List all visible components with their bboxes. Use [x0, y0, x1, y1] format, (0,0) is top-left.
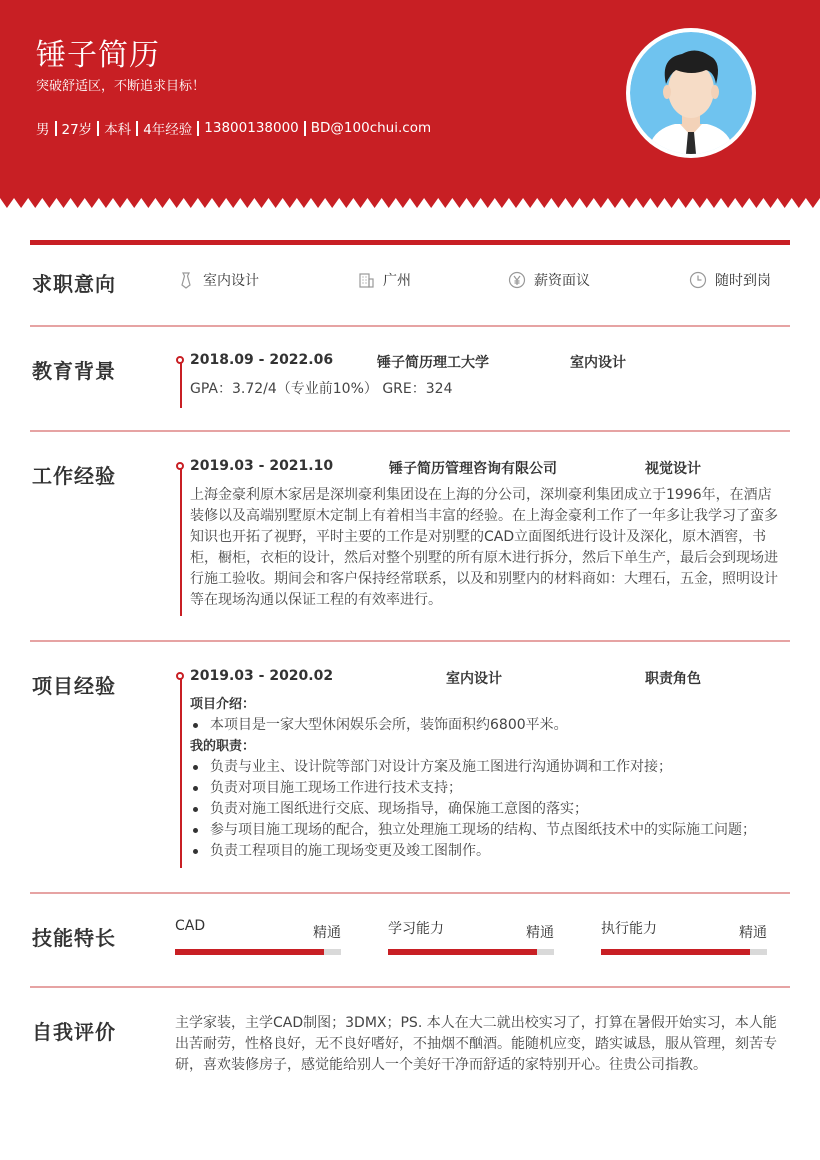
intent-city: [357, 270, 411, 290]
timeline-dot: [176, 462, 184, 470]
resume-name: 锤子简历: [36, 38, 160, 73]
timeline-dot: [176, 672, 184, 680]
basic-info: [36, 118, 431, 138]
work-role: 视觉设计: [645, 461, 701, 477]
list-item: 负责对项目施工现场工作进行技术支持；: [190, 778, 790, 799]
education-school: 锤子简历理工大学: [377, 355, 489, 371]
skill-name: 学习能力: [388, 921, 444, 937]
section-divider: [30, 986, 790, 988]
section-divider: [30, 640, 790, 642]
info-separator: [197, 121, 199, 136]
work-date: 2019.03 - 2021.10: [190, 458, 334, 474]
resume-slogan: 突破舒适区，不断追求目标！: [36, 79, 206, 94]
skill-item: [175, 918, 341, 941]
info-separator: [136, 121, 138, 136]
project-intro-list: [190, 715, 790, 736]
skill-bar-fill: [388, 949, 537, 955]
info-separator: [304, 121, 306, 136]
skill-bar-fill: [175, 949, 324, 955]
skill-item: [388, 918, 554, 941]
skill-level: 精通: [526, 925, 554, 941]
info-separator: [97, 121, 99, 136]
tie-icon: [177, 271, 195, 289]
skill-bar-fill: [601, 949, 750, 955]
yen-icon: [508, 271, 526, 289]
project-name: 室内设计: [446, 671, 502, 687]
list-item: 负责对施工图纸进行交底、现场指导，确保施工意图的落实；: [190, 799, 790, 820]
intent-position: [177, 270, 259, 290]
section-title-work: 工作经验: [32, 464, 116, 488]
project-duty-label: 我的职责：: [190, 739, 256, 754]
section-title-skills: 技能特长: [32, 926, 116, 950]
clock-icon: [689, 271, 707, 289]
project-date: 2019.03 - 2020.02: [190, 668, 334, 684]
section-title-project: 项目经验: [32, 674, 116, 698]
project-duty-list: [190, 757, 790, 862]
info-phone: 13800138000: [204, 120, 299, 136]
skill-name: 执行能力: [601, 921, 657, 937]
intent-salary: [508, 270, 590, 290]
info-separator: [55, 121, 57, 136]
project-details: [190, 694, 790, 862]
avatar: [626, 28, 756, 158]
project-role: 职责角色: [645, 671, 701, 687]
timeline-line: [180, 360, 182, 408]
project-intro-label: 项目介绍：: [190, 697, 256, 712]
work-description: 上海金豪利原木家居是深圳豪利集团设在上海的分公司，深圳豪利集团成立于1996年，在酒店装修以及高端别墅原木定制上有着相当丰富的经验。在上海金豪利工作了一年多让我学习了蛮多知识也开拓了视野，平时主要的工作是对别墅的CAD立面图纸进行设计及深化，原木酒窖，书柜，橱柜，衣柜的设计，然后对整个别墅的所有原木进行拆分，然后下单生产，最后会到现场进行施工验收。期间会和客户保持经常联系，以及和别墅内的材料商如：大理石，五金，照明设计等在现场沟通以保证工程的有效率进行。: [190, 487, 778, 608]
section-title-self: 自我评价: [32, 1020, 116, 1044]
timeline-line: [180, 466, 182, 616]
list-item: 负责与业主、设计院等部门对设计方案及施工图进行沟通协调和工作对接；: [190, 757, 790, 778]
skill-name: CAD: [175, 918, 206, 934]
top-accent-line: [30, 240, 790, 245]
section-title-intent: 求职意向: [32, 272, 116, 296]
skill-level: 精通: [739, 925, 767, 941]
section-divider: [30, 430, 790, 432]
list-item: 本项目是一家大型休闲娱乐会所，装饰面积约6800平米。: [190, 715, 790, 736]
section-title-education: 教育背景: [32, 359, 116, 383]
info-gender: 男: [36, 122, 50, 138]
intent-position-label: 室内设计: [203, 273, 259, 289]
self-evaluation-text: 主学家装，主学CAD制图；3DMX；PS. 本人在大二就出校实习了，打算在暑假开始实习，本人能出苦耐劳，性格良好，无不良好嗜好，不抽烟不酗酒。能随机应变，踏实诚恳，服从管理，刻苦专研，喜欢装修房子，感觉能给别人一个美好干净而舒适的家特别开心。往贵公司指教。: [175, 1015, 777, 1073]
intent-salary-label: 薪资面议: [534, 273, 590, 289]
info-email[interactable]: BD@100chui.com: [310, 120, 432, 136]
info-degree: 本科: [104, 122, 132, 138]
intent-city-label: 广州: [383, 273, 411, 289]
list-item: 负责工程项目的施工现场变更及竣工图制作。: [190, 841, 790, 862]
intent-availability: [689, 270, 771, 290]
education-major: 室内设计: [570, 355, 626, 371]
list-item: 参与项目施工现场的配合，独立处理施工现场的结构、节点图纸技术中的实际施工问题；: [190, 820, 790, 841]
skill-item: [601, 918, 767, 941]
education-detail: GPA：3.72/4（专业前10%） GRE：324: [190, 381, 453, 397]
info-experience: 4年经验: [143, 122, 193, 138]
section-divider: [30, 325, 790, 327]
timeline-line: [180, 676, 182, 868]
skill-bar: [175, 949, 341, 955]
intent-availability-label: 随时到岗: [715, 273, 771, 289]
timeline-dot: [176, 356, 184, 364]
skill-bar: [601, 949, 767, 955]
skill-level: 精通: [313, 925, 341, 941]
avatar-illustration: [630, 32, 752, 154]
resume-header: [0, 0, 820, 210]
education-date: 2018.09 - 2022.06: [190, 352, 334, 368]
skill-bar: [388, 949, 554, 955]
work-company: 锤子简历管理咨询有限公司: [389, 461, 557, 477]
building-icon: [357, 271, 375, 289]
info-age: 27岁: [61, 122, 93, 138]
section-divider: [30, 892, 790, 894]
